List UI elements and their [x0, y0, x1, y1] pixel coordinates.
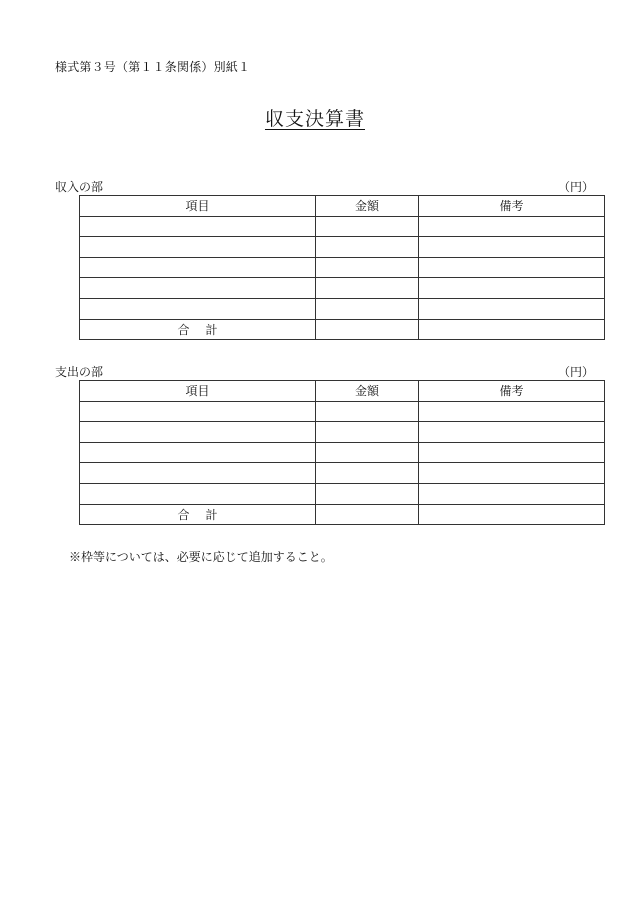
- income-cell-item[interactable]: [80, 298, 316, 319]
- footnote: ※枠等については、必要に応じて追加すること。: [69, 550, 333, 564]
- expense-header-amount: 金額: [316, 381, 419, 402]
- income-cell-remarks[interactable]: [419, 237, 605, 258]
- income-cell-remarks[interactable]: [419, 298, 605, 319]
- expense-total-label: 合計: [80, 504, 316, 525]
- expense-cell-item[interactable]: [80, 442, 316, 463]
- income-row: [80, 278, 605, 299]
- expense-cell-amount[interactable]: [316, 483, 419, 504]
- income-cell-amount[interactable]: [316, 298, 419, 319]
- income-unit-label: （円）: [557, 180, 594, 194]
- income-cell-item[interactable]: [80, 257, 316, 278]
- income-cell-remarks[interactable]: [419, 216, 605, 237]
- income-total-row: [80, 319, 605, 340]
- income-total-label: 合計: [80, 319, 316, 340]
- expense-cell-remarks[interactable]: [419, 442, 605, 463]
- expense-cell-amount[interactable]: [316, 442, 419, 463]
- income-row: [80, 237, 605, 258]
- expense-cell-amount[interactable]: [316, 422, 419, 443]
- expense-section-label: 支出の部: [55, 365, 104, 379]
- income-header-item: 項目: [80, 196, 316, 217]
- expense-cell-remarks[interactable]: [419, 463, 605, 484]
- expense-total-amount[interactable]: [316, 504, 419, 525]
- expense-cell-item[interactable]: [80, 401, 316, 422]
- expense-total-remarks[interactable]: [419, 504, 605, 525]
- expense-row: [80, 442, 605, 463]
- expense-cell-amount[interactable]: [316, 401, 419, 422]
- income-row: [80, 257, 605, 278]
- expense-unit-label: （円）: [557, 365, 594, 379]
- expense-total-row: [80, 504, 605, 525]
- document-title-wrap: [0, 104, 630, 131]
- expense-cell-item[interactable]: [80, 483, 316, 504]
- income-cell-amount[interactable]: [316, 278, 419, 299]
- form-number: 様式第３号（第１１条関係）別紙１: [55, 60, 251, 74]
- income-header-row: [80, 196, 605, 217]
- expense-header-row: [80, 381, 605, 402]
- income-cell-item[interactable]: [80, 278, 316, 299]
- expense-header-item: 項目: [80, 381, 316, 402]
- expense-cell-remarks[interactable]: [419, 483, 605, 504]
- income-cell-remarks[interactable]: [419, 257, 605, 278]
- expense-cell-item[interactable]: [80, 463, 316, 484]
- income-cell-item[interactable]: [80, 216, 316, 237]
- expense-row: [80, 483, 605, 504]
- income-header-remarks: 備考: [419, 196, 605, 217]
- expense-row: [80, 401, 605, 422]
- income-row: [80, 216, 605, 237]
- income-cell-remarks[interactable]: [419, 278, 605, 299]
- income-cell-amount[interactable]: [316, 257, 419, 278]
- income-total-remarks[interactable]: [419, 319, 605, 340]
- expense-row: [80, 463, 605, 484]
- income-cell-amount[interactable]: [316, 237, 419, 258]
- expense-table: [79, 380, 605, 525]
- income-cell-item[interactable]: [80, 237, 316, 258]
- expense-cell-remarks[interactable]: [419, 422, 605, 443]
- expense-header-remarks: 備考: [419, 381, 605, 402]
- expense-row: [80, 422, 605, 443]
- expense-cell-amount[interactable]: [316, 463, 419, 484]
- income-header-amount: 金額: [316, 196, 419, 217]
- income-table: [79, 195, 605, 340]
- document-title: 収支決算書: [264, 108, 365, 130]
- income-total-amount[interactable]: [316, 319, 419, 340]
- expense-cell-item[interactable]: [80, 422, 316, 443]
- income-row: [80, 298, 605, 319]
- expense-cell-remarks[interactable]: [419, 401, 605, 422]
- income-section-label: 収入の部: [55, 180, 104, 194]
- income-cell-amount[interactable]: [316, 216, 419, 237]
